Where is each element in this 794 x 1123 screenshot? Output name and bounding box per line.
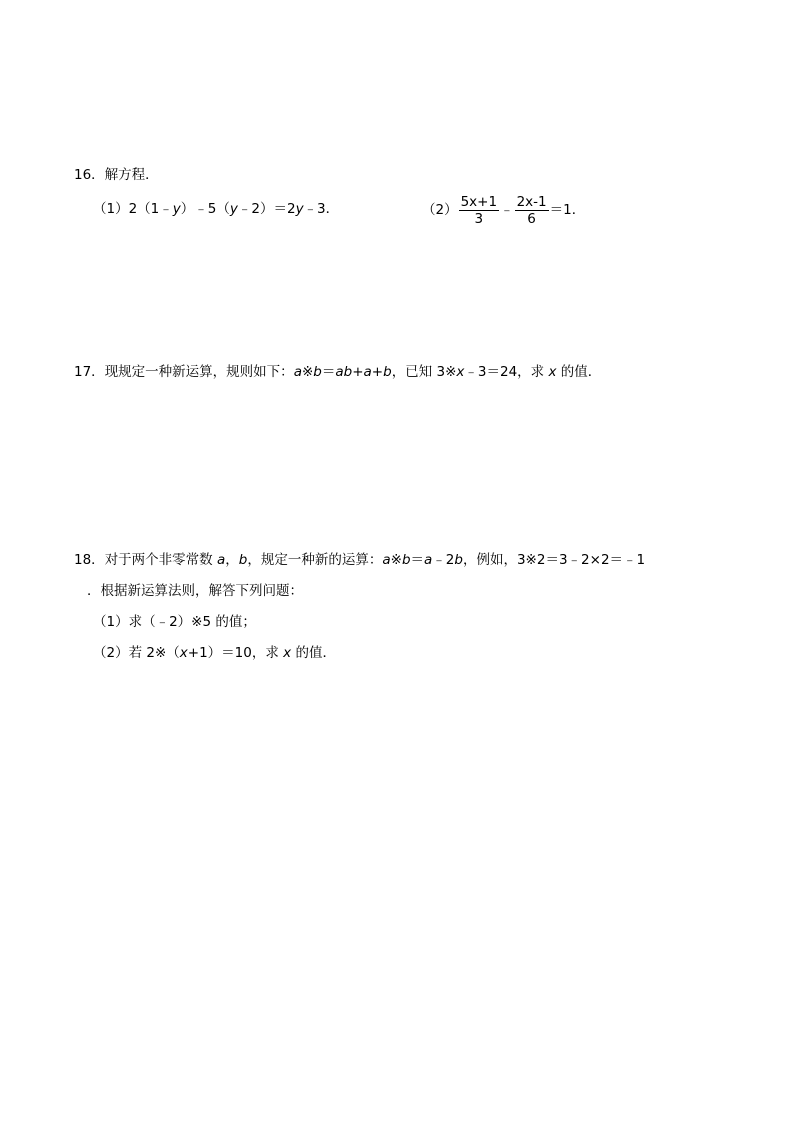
question-text: ，规定一种新的运算： [247,552,383,568]
question-text: 的值． [556,364,602,380]
operator: ※ [301,364,314,380]
question-text: ．根据新运算法则，解答下列问题： [87,583,303,599]
question-text: （2）若 2※（ [93,645,180,661]
question-18-line-1 [74,550,645,570]
variable: a [293,364,302,380]
expr-text: ﹣3． [303,201,340,217]
question-text: ， [225,552,239,568]
variable: x [179,645,188,661]
variable: a [363,364,372,380]
denominator: 3 [474,210,484,227]
variable: a [216,552,226,568]
variable: a [424,552,433,568]
expr-text: ）﹣5（ [180,201,230,217]
variable: x [283,645,292,661]
minus-sign: ﹣ [500,202,514,218]
question-16-heading [74,165,159,185]
question-text: （1）求（﹣2）※5 的值； [93,614,256,630]
variable: b [313,364,322,380]
expr-text: ＝1． [549,202,586,218]
fraction-2 [515,194,549,227]
denominator: 6 [527,210,536,227]
operator: ※ [390,552,402,568]
operator: + [371,364,384,380]
variable: b [238,552,248,568]
variable: x [456,364,465,380]
question-text: 的值． [291,645,336,661]
question-18-part-2 [93,643,336,663]
variable: y [229,201,238,217]
question-text: ，已知 3※ [391,364,457,380]
question-text: ﹣2 [432,552,455,568]
question-17 [74,362,601,382]
question-text: ，例如，3※2＝3﹣2×2＝﹣1 [462,552,646,568]
variable: b [401,552,411,568]
variable: b [454,552,463,568]
question-18-line-2 [87,581,303,601]
variable: y [295,201,304,217]
variable: x [548,364,557,380]
numerator: 5x+1 [460,193,498,210]
variable: y [172,201,181,217]
question-text: ﹣3＝24，求 [464,364,549,380]
question-16-part-2 [422,193,585,227]
question-18-part-1 [93,612,256,632]
question-text: 现规定一种新运算，规则如下： [104,364,294,380]
operator: ＝ [410,552,425,568]
operator: + [352,364,364,380]
question-title: 解方程． [104,167,159,183]
variable: b [383,364,392,380]
question-number: 18． [74,552,105,568]
expr-text: 2（1﹣ [128,201,173,217]
question-number: 16． [74,167,105,183]
variable: a [382,552,391,568]
question-text: 对于两个非零常数 [104,552,217,568]
fraction-1 [459,194,499,227]
part-label: （2） [422,202,458,218]
question-16-part-1 [93,199,339,219]
numerator: 2x-1 [516,193,547,210]
variable: ab [335,364,353,380]
expr-text: ﹣2）＝2 [237,201,296,217]
part-label: （1） [93,201,129,217]
question-text: +1）＝10，求 [187,645,284,661]
operator: ＝ [321,364,336,380]
question-number: 17． [74,364,105,380]
